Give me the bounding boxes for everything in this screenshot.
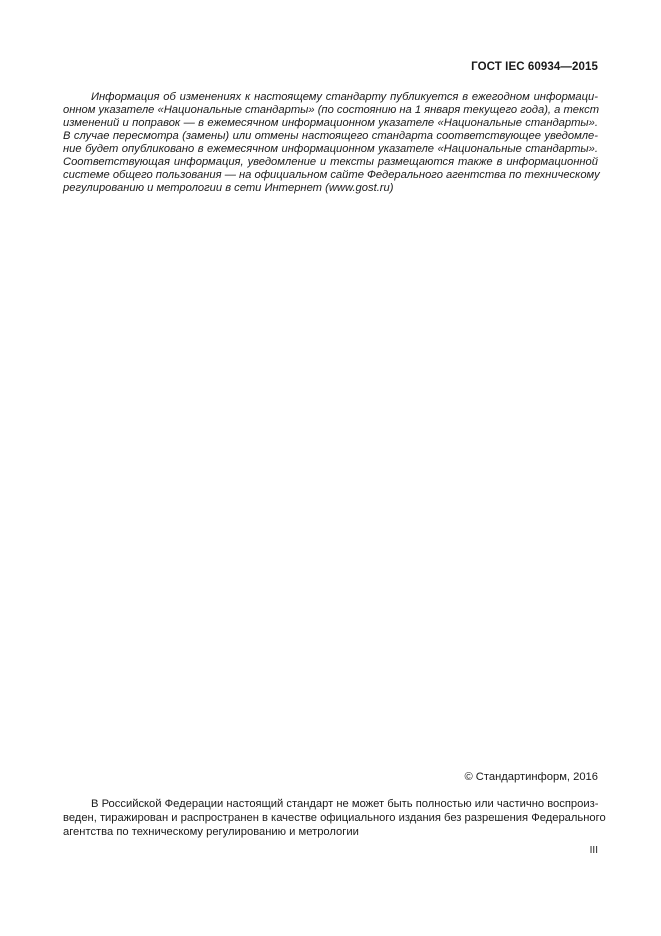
reproduction-notice-paragraph bbox=[63, 797, 606, 839]
copyright-notice: © Стандартинформ, 2016 bbox=[464, 771, 598, 783]
paragraph-line: В Российской Федерации настоящий стандарт не может быть полностью или частично воспроиз- bbox=[91, 798, 599, 810]
amendments-info-paragraph bbox=[63, 91, 598, 195]
paragraph-line: ние будет опубликовано в ежемесячном информационном указателе «Национальные стандарты». bbox=[63, 143, 598, 155]
paragraph-line: регулированию и метрологии в сети Интернет (www.gost.ru) bbox=[63, 182, 394, 194]
page-number: III bbox=[589, 845, 598, 856]
paragraph-line: системе общего пользования — на официальном сайте Федерального агентства по техническому bbox=[63, 169, 600, 181]
paragraph-line: онном указателе «Национальные стандарты» (по состоянию на 1 января текущего года), а текст bbox=[63, 104, 600, 116]
paragraph-line: веден, тиражирован и распространен в качестве официального издания без разрешения Федерального bbox=[63, 812, 606, 824]
paragraph-line: В случае пересмотра (замены) или отмены настоящего стандарта соответствующее уведомле- bbox=[63, 130, 598, 142]
paragraph-line: агентства по техническому регулированию и метрологии bbox=[63, 826, 359, 838]
paragraph-line: изменений и поправок — в ежемесячном информационном указателе «Национальные стандарты». bbox=[63, 117, 598, 129]
paragraph-line: Соответствующая информация, уведомление и тексты размещаются также в информационной bbox=[63, 156, 598, 168]
standard-title: ГОСТ IEC 60934—2015 bbox=[471, 61, 598, 73]
paragraph-line: Информация об изменениях к настоящему стандарту публикуется в ежегодном информаци- bbox=[91, 91, 598, 103]
